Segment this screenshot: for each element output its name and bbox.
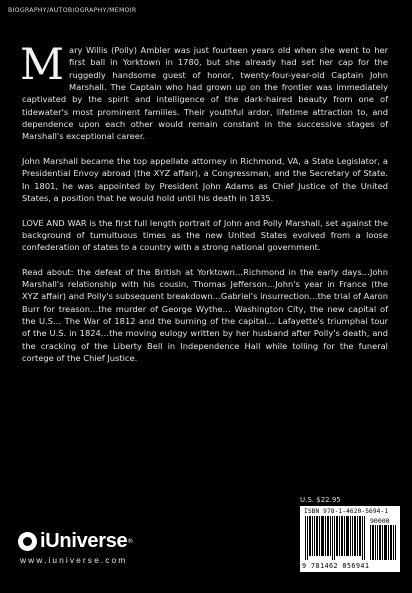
genre-label: BIOGRAPHY/AUTOBIOGRAPHY/MEMOIR: [8, 7, 137, 14]
isbn-text: ISBN 978-1-4620-5694-1: [304, 508, 389, 515]
publisher-name: iUniverse: [40, 530, 128, 552]
back-cover-blurb: [20, 40, 388, 377]
blurb-paragraph-1: [20, 40, 388, 143]
barcode-addon-icon: [370, 525, 396, 560]
publisher-logo: [18, 530, 133, 553]
trademark-mark: ®: [127, 538, 134, 545]
barcode-main-icon: [305, 516, 365, 560]
blurb-paragraph-2: John Marshall became the top appellate attorney in Richmond, VA, a State Legislator, a Presidential Envoy abroad (the XYZ affair), a Congressman, and the Secretary of State. In 1801, he was appointed by President John Adams as Chief Justice of the United States, a position that he would hold until his death in 1835.: [22, 155, 388, 203]
ean-number: 9 781462 056941: [302, 562, 370, 570]
barcode-panel: [300, 506, 400, 572]
iuniverse-logo-icon: [18, 532, 37, 551]
blurb-paragraph-4: Read about: the defeat of the British at Yorktown…Richmond in the early days…John Marshall's relationship with his cousin, Thomas Jefferson…John's year in France (the XYZ affair) and Polly's subsequent breakdown…Gabriel's insurrection…the trial of Aaron Burr for treason…the murder of George Wythe… Washington City, the new capital of the U.S… The War of 1812 and the burning of the capital… Lafayette's triumphal tour of the U.S. in 1824…the moving eulogy written by her husband after Polly's death, and the cracking of the Liberty Bell in Independence Hall while tolling for the funeral cortege of the Chief Justice.: [22, 266, 388, 364]
price-addon-code: 90000: [370, 517, 390, 525]
price-label: U.S. $22.95: [300, 496, 341, 504]
blurb-paragraph-3: LOVE AND WAR is the first full length portrait of John and Polly Marshall, set against the background of tumultuous times as the new United States evolved from a loose confederation of states to a country with a strong national government.: [22, 217, 388, 253]
blurb-paragraph-1-text: ary Willis (Polly) Ambler was just fourteen years old when she went to her first ball in Yorktown in 1780, but she already had set her cap for the ruggedly handsome guest of honor, twenty-four-year-old Captain John Marshall. The Captain who had grown up on the frontier was immediately captivated by the spirit and intelligence of the dark-haired beauty from one of tidewater's most prominent families. Their youthful ardor, lifetime attraction to, and dependence upon each other would remain constant in the successive stages of Marshall's exceptional career.: [22, 45, 388, 142]
drop-cap: M: [20, 40, 65, 90]
publisher-website: www.iuniverse.com: [20, 555, 128, 565]
